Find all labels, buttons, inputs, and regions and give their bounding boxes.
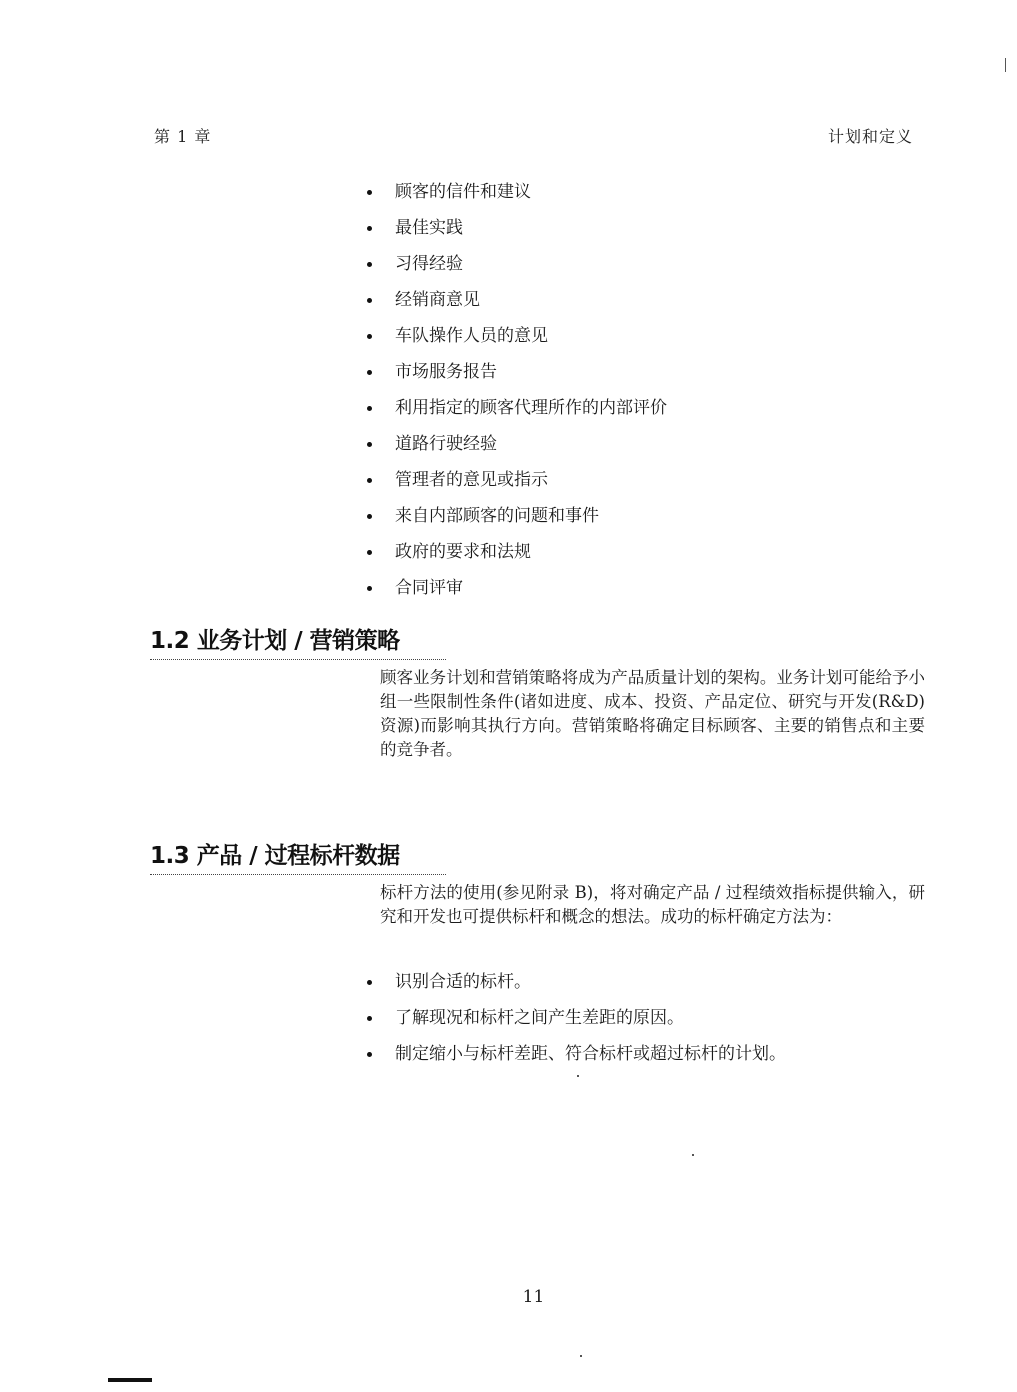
list-item-text: 了解现况和标杆之间产生差距的原因。 <box>395 1008 684 1028</box>
bullet-icon <box>367 262 372 267</box>
bullet-icon <box>367 980 372 985</box>
bullet-icon <box>367 1052 372 1057</box>
list-item-text: 识别合适的标杆。 <box>395 972 531 992</box>
bullet-icon <box>367 226 372 231</box>
scan-speck <box>580 1355 582 1357</box>
list-item <box>365 1000 786 1036</box>
bullet-icon <box>367 1016 372 1021</box>
bullet-icon <box>367 406 372 411</box>
list-item-text: 最佳实践 <box>395 218 463 238</box>
list-item <box>365 570 667 606</box>
list-item <box>365 426 667 462</box>
list-item <box>365 534 667 570</box>
running-section-title: 计划和定义 <box>827 127 913 146</box>
list-item <box>365 354 667 390</box>
list-item <box>365 246 667 282</box>
list-item <box>365 462 667 498</box>
list-item <box>365 498 667 534</box>
list-item <box>365 174 667 210</box>
list-item-text: 管理者的意见或指示 <box>395 470 548 490</box>
section-heading-1-3: 1.3 产品 / 过程标杆数据 <box>150 837 446 875</box>
list-item-text: 顾客的信件和建议 <box>395 182 531 202</box>
scan-edge-mark <box>108 1378 152 1382</box>
bullet-icon <box>367 370 372 375</box>
list-item-text: 来自内部顾客的问题和事件 <box>395 506 599 526</box>
list-item-text: 习得经验 <box>395 254 463 274</box>
section-heading-1-2: 1.2 业务计划 / 营销策略 <box>150 622 446 660</box>
scan-speck <box>1005 58 1006 72</box>
bullet-icon <box>367 514 372 519</box>
input-sources-list <box>365 174 667 606</box>
list-item-text: 市场服务报告 <box>395 362 497 382</box>
bullet-icon <box>367 442 372 447</box>
bullet-icon <box>367 334 372 339</box>
list-item <box>365 964 786 1000</box>
bullet-icon <box>367 550 372 555</box>
list-item-text: 利用指定的顾客代理所作的内部评价 <box>395 398 667 418</box>
benchmark-steps-list <box>365 964 786 1072</box>
bullet-icon <box>367 298 372 303</box>
list-item <box>365 318 667 354</box>
chapter-label: 第 1 章 <box>154 127 212 146</box>
list-item-text: 车队操作人员的意见 <box>395 326 548 346</box>
section-1-2-paragraph: 顾客业务计划和营销策略将成为产品质量计划的架构。业务计划可能给予小组一些限制性条件(诸如进度、成本、投资、产品定位、研究与开发(R&D)资源)而影响其执行方向。营销策略将确定目标顾客、主要的销售点和主要的竞争者。 <box>380 668 925 759</box>
page-number: 11 <box>522 1287 545 1307</box>
list-item <box>365 282 667 318</box>
list-item-text: 经销商意见 <box>395 290 480 310</box>
scan-speck <box>577 1075 579 1077</box>
list-item-text: 道路行驶经验 <box>395 434 497 454</box>
bullet-icon <box>367 190 372 195</box>
list-item-text: 政府的要求和法规 <box>395 542 531 562</box>
list-item <box>365 390 667 426</box>
bullet-icon <box>367 586 372 591</box>
list-item-text: 合同评审 <box>395 578 463 598</box>
list-item-text: 制定缩小与标杆差距、符合标杆或超过标杆的计划。 <box>395 1044 786 1064</box>
list-item <box>365 210 667 246</box>
section-1-3-paragraph: 标杆方法的使用(参见附录 B)，将对确定产品 / 过程绩效指标提供输入，研究和开发也可提供标杆和概念的想法。成功的标杆确定方法为： <box>380 883 925 926</box>
list-item <box>365 1036 786 1072</box>
scan-speck <box>692 1154 694 1156</box>
bullet-icon <box>367 478 372 483</box>
